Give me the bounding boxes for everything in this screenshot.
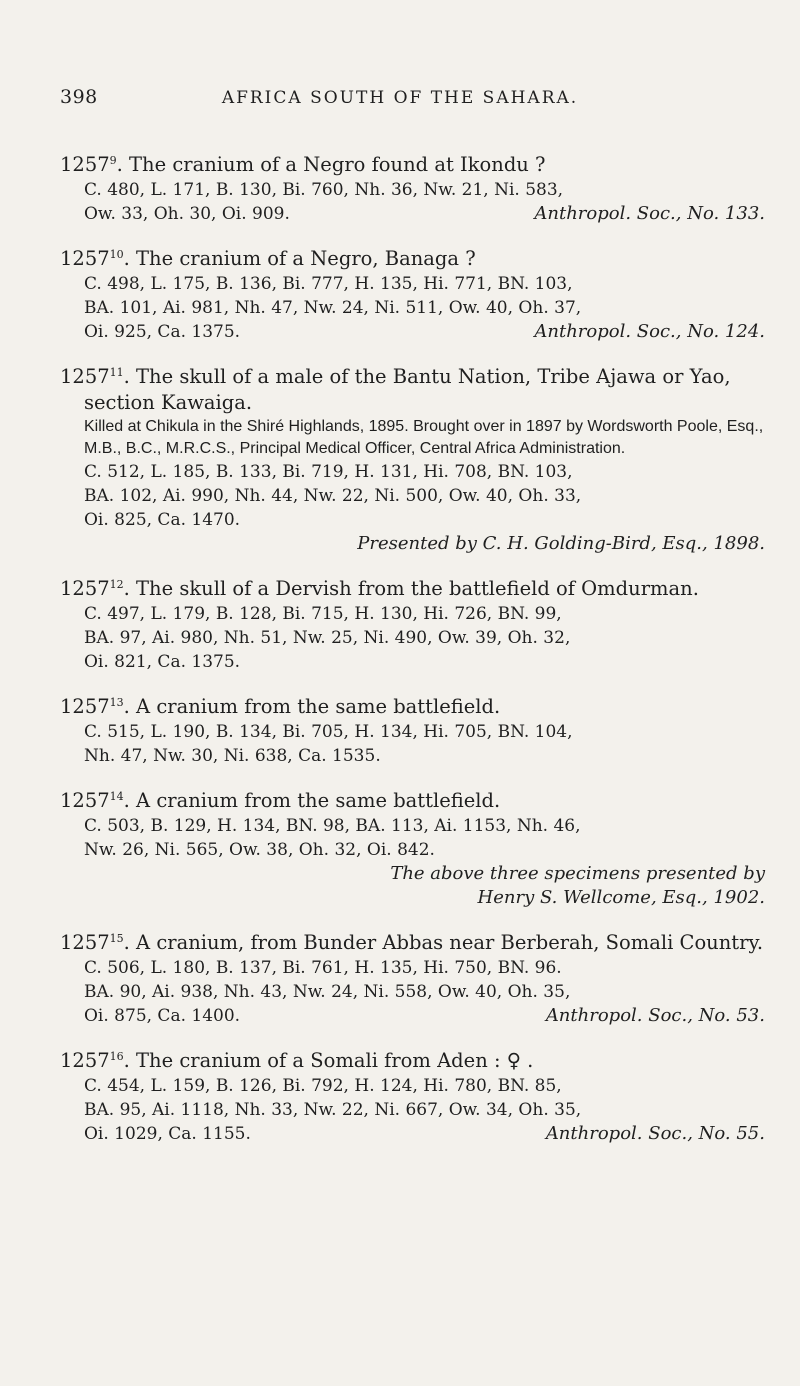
measurement-line: Oi. 1029, Ca. 1155. bbox=[84, 1124, 251, 1144]
entry-heading: 1257$^{12}$. The skull of a Dervish from the battlefield of Omdurman. bbox=[60, 577, 699, 600]
measurement-line: BA. 95, Ai. 1118, Nh. 33, Nw. 22, Ni. 667, Ow. 34, Oh. 35, bbox=[84, 1100, 582, 1120]
catalogue-entry bbox=[60, 242, 765, 344]
entry-number-main: 1257 bbox=[60, 577, 110, 600]
entry-number bbox=[60, 1049, 124, 1072]
measurement-source-row bbox=[84, 1004, 765, 1028]
measurement-line: Nh. 47, Nw. 30, Ni. 638, Ca. 1535. bbox=[84, 746, 381, 766]
catalogue-entry bbox=[60, 1044, 765, 1146]
entry-body bbox=[60, 272, 765, 344]
running-title: AFRICA SOUTH OF THE SAHARA. bbox=[221, 88, 579, 108]
catalogue-entries bbox=[60, 148, 765, 1162]
entry-number-sup: 12 bbox=[109, 578, 124, 591]
source-reference: Anthropol. Soc., No. 133. bbox=[534, 203, 765, 224]
measurement-source-row bbox=[84, 1122, 765, 1146]
measurement-line: BA. 97, Ai. 980, Nh. 51, Nw. 25, Ni. 490, Ow. 39, Oh. 32, bbox=[84, 628, 571, 648]
entry-number-main: 1257 bbox=[60, 153, 110, 176]
measurement-line: BA. 90, Ai. 938, Nh. 43, Nw. 24, Ni. 558, Ow. 40, Oh. 35, bbox=[84, 982, 571, 1002]
catalogue-entry bbox=[60, 360, 765, 556]
entry-title: The cranium of a Negro, Banaga ? bbox=[136, 247, 476, 270]
measurement-line: Nw. 26, Ni. 565, Ow. 38, Oh. 32, Oi. 842. bbox=[84, 840, 435, 860]
source-reference: Anthropol. Soc., No. 53. bbox=[545, 1005, 765, 1026]
measurement-line: C. 498, L. 175, B. 136, Bi. 777, H. 135, Hi. 771, BN. 103, bbox=[84, 274, 573, 294]
entry-heading: 1257$^{14}$. A cranium from the same battlefield. bbox=[60, 789, 501, 812]
source-reference: Anthropol. Soc., No. 55. bbox=[545, 1123, 765, 1144]
entry-body bbox=[60, 814, 765, 910]
entry-body bbox=[60, 178, 765, 226]
measurement-line: C. 515, L. 190, B. 134, Bi. 705, H. 134, Hi. 705, BN. 104, bbox=[84, 722, 573, 742]
entry-heading: 1257$^{10}$. The cranium of a Negro, Banaga ? bbox=[60, 247, 476, 270]
presented-by-line: The above three specimens presented by bbox=[390, 863, 765, 884]
entry-body bbox=[60, 1074, 765, 1146]
entry-heading: 1257$^9$. The cranium of a Negro found at Ikondu ? bbox=[60, 153, 546, 176]
entry-body bbox=[60, 416, 765, 556]
entry-heading: 1257$^{11}$. The skull of a male of the Bantu Nation, Tribe Ajawa or Yao, section Kawaiga. bbox=[60, 365, 731, 414]
entry-number bbox=[60, 789, 124, 812]
entry-number bbox=[60, 577, 124, 600]
entry-number-sup: 11 bbox=[109, 366, 124, 379]
entry-body bbox=[60, 602, 765, 674]
entry-number-main: 1257 bbox=[60, 931, 110, 954]
entry-number-main: 1257 bbox=[60, 1049, 110, 1072]
catalogue-entry bbox=[60, 690, 765, 768]
entry-number-main: 1257 bbox=[60, 695, 110, 718]
entry-number-sup: 15 bbox=[109, 932, 124, 945]
presented-by: Presented by C. H. Golding-Bird, Esq., 1898. bbox=[357, 533, 765, 554]
entry-number bbox=[60, 247, 124, 270]
entry-title: The skull of a Dervish from the battlefield of Omdurman. bbox=[136, 577, 699, 600]
measurement-line: C. 512, L. 185, B. 133, Bi. 719, H. 131, Hi. 708, BN. 103, bbox=[84, 462, 573, 482]
measurement-line: C. 480, L. 171, B. 130, Bi. 760, Nh. 36, Nw. 21, Ni. 583, bbox=[84, 180, 564, 200]
entry-number-sup: 14 bbox=[109, 790, 124, 803]
measurement-line: Oi. 925, Ca. 1375. bbox=[84, 322, 241, 342]
entry-title: A cranium, from Bunder Abbas near Berberah, Somali Country. bbox=[136, 931, 764, 954]
catalogue-entry bbox=[60, 572, 765, 674]
entry-title: The cranium of a Negro found at Ikondu ? bbox=[129, 153, 546, 176]
entry-number-sup: 9 bbox=[109, 154, 117, 167]
entry-note: Killed at Chikula in the Shiré Highlands, 1895. Brought over in 1897 by Wordsworth Poole, Esq., M.B., B.C., M.R.C.S., Principal Medical Officer, Central Africa Administration. bbox=[84, 418, 764, 457]
entry-heading: 1257$^{13}$. A cranium from the same battlefield. bbox=[60, 695, 501, 718]
catalogue-entry bbox=[60, 148, 765, 226]
presented-by-line: Henry S. Wellcome, Esq., 1902. bbox=[477, 887, 765, 908]
entry-number-sup: 16 bbox=[109, 1050, 124, 1063]
entry-title: The skull of a male of the Bantu Nation, Tribe Ajawa or Yao, section Kawaiga. bbox=[84, 365, 731, 414]
measurement-line: C. 506, L. 180, B. 137, Bi. 761, H. 135, Hi. 750, BN. 96. bbox=[84, 958, 562, 978]
catalogue-entry bbox=[60, 926, 765, 1028]
entry-number-sup: 10 bbox=[109, 248, 124, 261]
measurement-line: Oi. 821, Ca. 1375. bbox=[84, 652, 241, 672]
entry-title: A cranium from the same battlefield. bbox=[136, 789, 501, 812]
entry-body bbox=[60, 956, 765, 1028]
measurement-line: Ow. 33, Oh. 30, Oi. 909. bbox=[84, 204, 290, 224]
entry-number-main: 1257 bbox=[60, 247, 110, 270]
entry-heading: 1257$^{16}$. The cranium of a Somali from Aden : ♀ . bbox=[60, 1049, 534, 1072]
entry-number bbox=[60, 365, 124, 388]
entry-number-main: 1257 bbox=[60, 789, 110, 812]
entry-number bbox=[60, 931, 124, 954]
measurement-line: BA. 102, Ai. 990, Nh. 44, Nw. 22, Ni. 500, Ow. 40, Oh. 33, bbox=[84, 486, 582, 506]
entry-title: A cranium from the same battlefield. bbox=[136, 695, 501, 718]
measurement-line: C. 454, L. 159, B. 126, Bi. 792, H. 124, Hi. 780, BN. 85, bbox=[84, 1076, 562, 1096]
entry-number-sup: 13 bbox=[109, 696, 124, 709]
measurement-line: Oi. 825, Ca. 1470. bbox=[84, 510, 241, 530]
entry-title: The cranium of a Somali from Aden : ♀ . bbox=[136, 1049, 534, 1072]
measurement-line: BA. 101, Ai. 981, Nh. 47, Nw. 24, Ni. 511, Ow. 40, Oh. 37, bbox=[84, 298, 582, 318]
measurement-source-row bbox=[84, 202, 765, 226]
measurement-source-row bbox=[84, 320, 765, 344]
entry-heading: 1257$^{15}$. A cranium, from Bunder Abbas near Berberah, Somali Country. bbox=[60, 931, 764, 954]
entry-number-main: 1257 bbox=[60, 365, 110, 388]
measurement-line: C. 497, L. 179, B. 128, Bi. 715, H. 130, Hi. 726, BN. 99, bbox=[84, 604, 562, 624]
running-head bbox=[60, 86, 740, 116]
entry-number bbox=[60, 153, 117, 176]
source-reference: Anthropol. Soc., No. 124. bbox=[534, 321, 765, 342]
catalogue-entry bbox=[60, 784, 765, 910]
measurement-line: Oi. 875, Ca. 1400. bbox=[84, 1006, 241, 1026]
page-number: 398 bbox=[60, 86, 98, 108]
measurement-line: C. 503, B. 129, H. 134, BN. 98, BA. 113, Ai. 1153, Nh. 46, bbox=[84, 816, 581, 836]
entry-body bbox=[60, 720, 765, 768]
entry-number bbox=[60, 695, 124, 718]
